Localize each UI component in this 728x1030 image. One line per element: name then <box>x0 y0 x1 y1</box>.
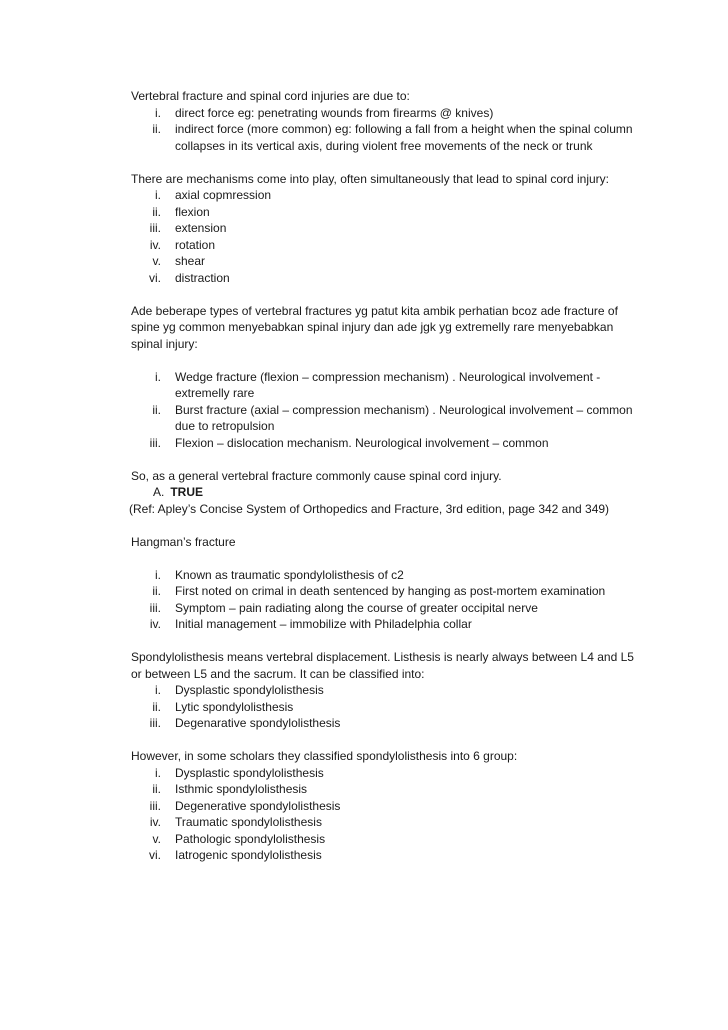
list-item <box>131 253 641 270</box>
list-number: ii. <box>152 584 161 598</box>
list-number: v. <box>152 254 161 268</box>
list-text: Dysplastic spondylolisthesis <box>175 765 324 780</box>
list-item <box>131 270 641 287</box>
section-mechanisms <box>131 171 641 287</box>
section-intro: Ade beberape types of vertebral fractures yg patut kita ambik perhatian bcoz ade fracture of spine yg common menyebabkan spinal injury dan ade jgk yg extremelly rare menyebabkan spinal injury: <box>131 303 618 351</box>
roman-list <box>131 187 641 286</box>
list-item <box>131 237 641 254</box>
list-item <box>131 699 641 716</box>
list-number: iii. <box>149 221 161 235</box>
list-item <box>131 847 641 864</box>
list-item <box>131 187 641 204</box>
list-text: shear <box>175 254 206 268</box>
list-text: Known as traumatic spondylolisthesis of c2 <box>175 567 404 582</box>
section-intro: Vertebral fracture and spinal cord injuries are due to: <box>131 89 410 103</box>
list-item <box>131 105 641 122</box>
list-item <box>131 814 641 831</box>
list-item <box>131 682 641 699</box>
roman-list <box>131 369 641 452</box>
list-number: iii. <box>149 435 161 450</box>
list-number: iii. <box>149 798 161 813</box>
list-item <box>131 781 641 798</box>
list-number: iv. <box>149 815 161 829</box>
list-item <box>131 220 641 237</box>
list-number: i. <box>155 567 161 582</box>
list-number: i. <box>155 105 161 120</box>
list-item <box>131 402 641 435</box>
spacer <box>131 286 641 303</box>
section-intro: Spondylolisthesis means vertebral displacement. Listhesis is nearly always between L4 and L5 or between L5 and the sacrum. It can be classified into: <box>131 650 634 681</box>
list-number: i. <box>155 188 161 202</box>
list-number: v. <box>152 831 161 846</box>
answer-line <box>131 484 641 501</box>
list-item <box>131 600 641 617</box>
list-text: Wedge fracture (flexion – compression mechanism) . Neurological involvement - extremelly rare <box>175 369 601 400</box>
list-item <box>131 121 641 154</box>
list-text: distraction <box>175 270 230 285</box>
list-item <box>131 798 641 815</box>
spacer <box>131 732 641 749</box>
section-causes <box>131 88 641 154</box>
list-item <box>131 369 641 402</box>
list-item <box>131 616 641 633</box>
list-text: Iatrogenic spondylolisthesis <box>175 848 322 862</box>
list-text: axial copmression <box>175 188 272 202</box>
list-text: Symptom – pain radiating along the course of greater occipital nerve <box>175 600 538 615</box>
spacer <box>131 352 641 369</box>
roman-list <box>131 682 641 732</box>
section-intro: However, in some scholars they classified spondylolisthesis into 6 group: <box>131 749 518 763</box>
list-text: Traumatic spondylolisthesis <box>175 815 322 829</box>
section-spondylolisthesis <box>131 649 641 732</box>
list-number: iv. <box>149 617 161 631</box>
document-page <box>131 88 641 864</box>
list-number: i. <box>155 369 161 384</box>
list-number: ii. <box>152 402 161 417</box>
list-text: direct force eg: penetrating wounds from firearms @ knives) <box>175 105 494 120</box>
reference-text: (Ref: Apley’s Concise System of Orthopedics and Fracture, 3rd edition, page 342 and 349) <box>129 501 610 516</box>
roman-list <box>131 105 641 155</box>
list-item <box>131 204 641 221</box>
section-hangman <box>131 534 641 633</box>
list-number: iii. <box>149 600 161 615</box>
list-text: Lytic spondylolisthesis <box>175 699 294 714</box>
list-number: ii. <box>152 122 161 136</box>
list-number: vi. <box>149 270 161 285</box>
list-text: Flexion – dislocation mechanism. Neurological involvement – common <box>175 435 549 450</box>
list-number: ii. <box>152 204 161 219</box>
list-number: iv. <box>149 237 161 252</box>
section-question <box>131 468 641 518</box>
list-text: Pathologic spondylolisthesis <box>175 831 326 846</box>
list-item <box>131 765 641 782</box>
roman-list <box>131 567 641 633</box>
list-number: i. <box>155 683 161 697</box>
list-item <box>131 715 641 732</box>
spacer <box>131 517 641 534</box>
list-text: Initial management – immobilize with Philadelphia collar <box>175 617 472 631</box>
question-text: So, as a general vertebral fracture commonly cause spinal cord injury. <box>131 468 502 483</box>
list-number: ii. <box>152 699 161 714</box>
answer-letter: A. <box>153 485 165 499</box>
spacer <box>131 633 641 650</box>
list-text: extension <box>175 221 227 235</box>
list-number: iii. <box>149 716 161 730</box>
list-item <box>131 435 641 452</box>
section-intro: There are mechanisms come into play, often simultaneously that lead to spinal cord injury: <box>131 171 610 186</box>
section-fracture-types <box>131 303 641 452</box>
list-item <box>131 567 641 584</box>
list-text: Degenarative spondylolisthesis <box>175 716 341 730</box>
list-text: Burst fracture (axial – compression mechanism) . Neurological involvement – common due to retropulsion <box>175 402 633 433</box>
list-text: rotation <box>175 237 216 252</box>
list-text: indirect force (more common) eg: following a fall from a height when the spinal column collapses in its vertical axis, during violent free movements of the neck or trunk <box>175 122 633 153</box>
spacer <box>131 154 641 171</box>
list-number: i. <box>155 765 161 780</box>
list-text: First noted on crimal in death sentenced by hanging as post-mortem examination <box>175 584 606 598</box>
spacer <box>131 451 641 468</box>
list-text: Isthmic spondylolisthesis <box>175 782 308 796</box>
list-item <box>131 831 641 848</box>
answer-text: TRUE <box>170 485 204 499</box>
section-title: Hangman’s fracture <box>131 534 236 549</box>
list-number: ii. <box>152 782 161 796</box>
spacer <box>131 550 641 567</box>
list-text: Degenerative spondylolisthesis <box>175 798 341 813</box>
list-text: flexion <box>175 204 210 219</box>
list-item <box>131 583 641 600</box>
list-text: Dysplastic spondylolisthesis <box>175 683 324 697</box>
roman-list <box>131 765 641 864</box>
section-classification <box>131 748 641 864</box>
list-number: vi. <box>149 848 161 862</box>
